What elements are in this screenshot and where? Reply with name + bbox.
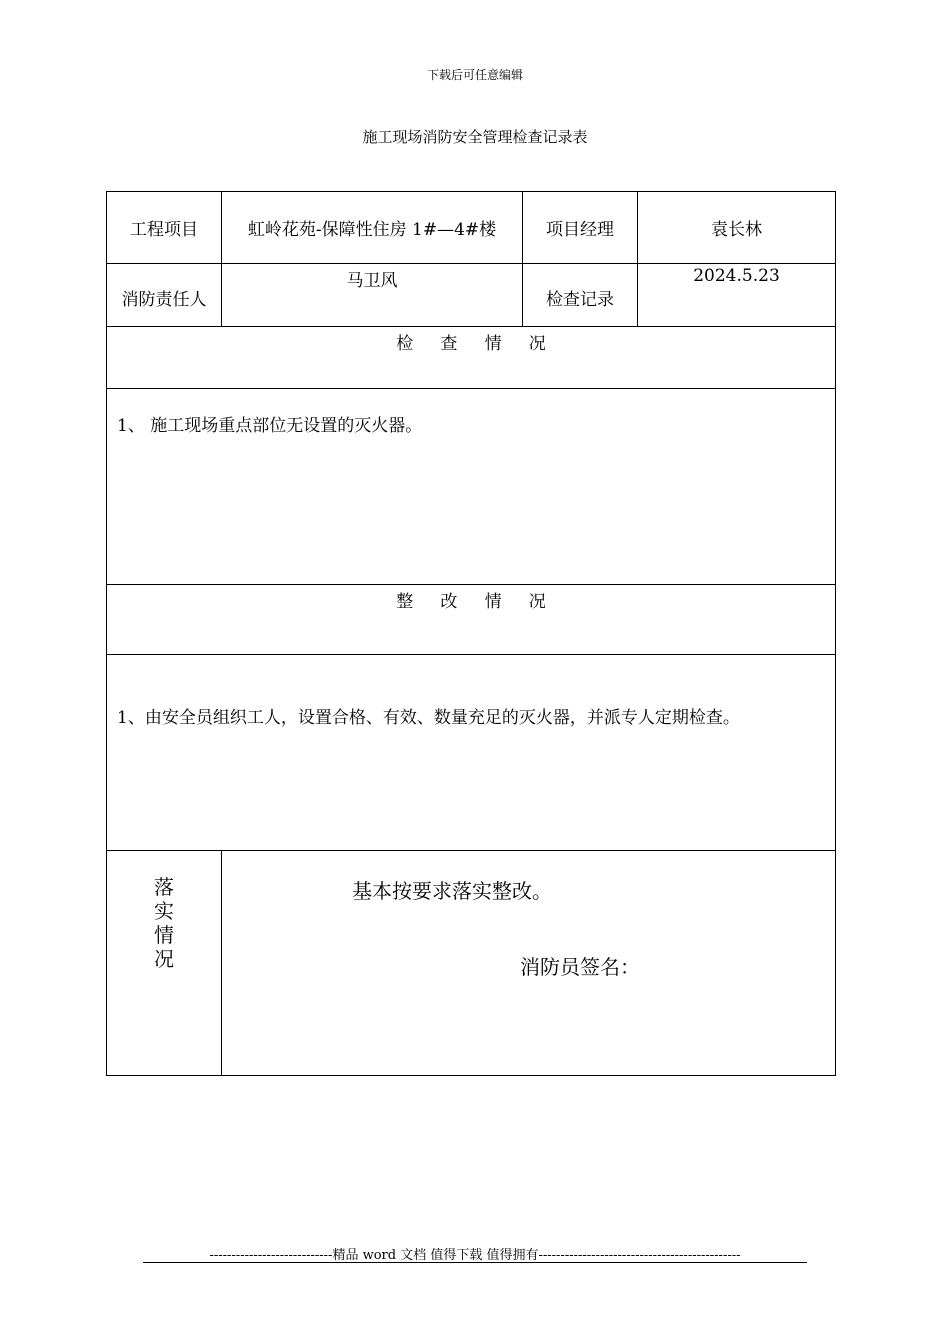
- manager-label: 项目经理: [523, 192, 638, 264]
- footer-rule: [143, 1262, 807, 1263]
- project-label: 工程项目: [107, 192, 222, 264]
- officer-row: [107, 264, 836, 327]
- inspection-label: 检查记录: [523, 264, 638, 327]
- implementation-char: 落: [154, 875, 174, 899]
- header-note: 下载后可任意编辑: [426, 68, 523, 82]
- rectify-heading: 整改情况: [107, 585, 836, 655]
- implementation-char: 情: [154, 923, 174, 947]
- inspection-date: 2024.5.23: [638, 264, 836, 327]
- implementation-row: [107, 851, 836, 1076]
- project-value: 虹岭花苑-保障性住房 1#—4#楼: [222, 192, 523, 264]
- manager-value: 袁长林: [638, 192, 836, 264]
- implementation-cell: [222, 851, 836, 1076]
- document-title: 施工现场消防安全管理检查记录表: [362, 128, 588, 146]
- rectify-content-row: [107, 655, 836, 851]
- check-content-row: [107, 389, 836, 585]
- rectify-content: 1、由安全员组织工人，设置合格、有效、数量充足的灭火器，并派专人定期检查。: [107, 655, 836, 851]
- rectify-heading-row: [107, 585, 836, 655]
- footer-text: ----------------------------精品 word 文档 值得下载 值得拥有----------------------------------------------: [209, 1248, 741, 1263]
- fire-officer-label: 消防责任人: [107, 264, 222, 327]
- signature-label: 消防员签名：: [520, 955, 640, 979]
- fire-officer-value: 马卫风: [222, 264, 523, 327]
- implementation-char: 实: [154, 899, 174, 923]
- check-content: 1、 施工现场重点部位无设置的灭火器。: [107, 389, 836, 585]
- project-row: [107, 192, 836, 264]
- implementation-label: [107, 851, 222, 1076]
- check-heading: 检查情况: [107, 327, 836, 389]
- implementation-result: 基本按要求落实整改。: [352, 879, 552, 903]
- implementation-char: 况: [154, 947, 174, 971]
- check-heading-row: [107, 327, 836, 389]
- inspection-form-table: [106, 191, 836, 1076]
